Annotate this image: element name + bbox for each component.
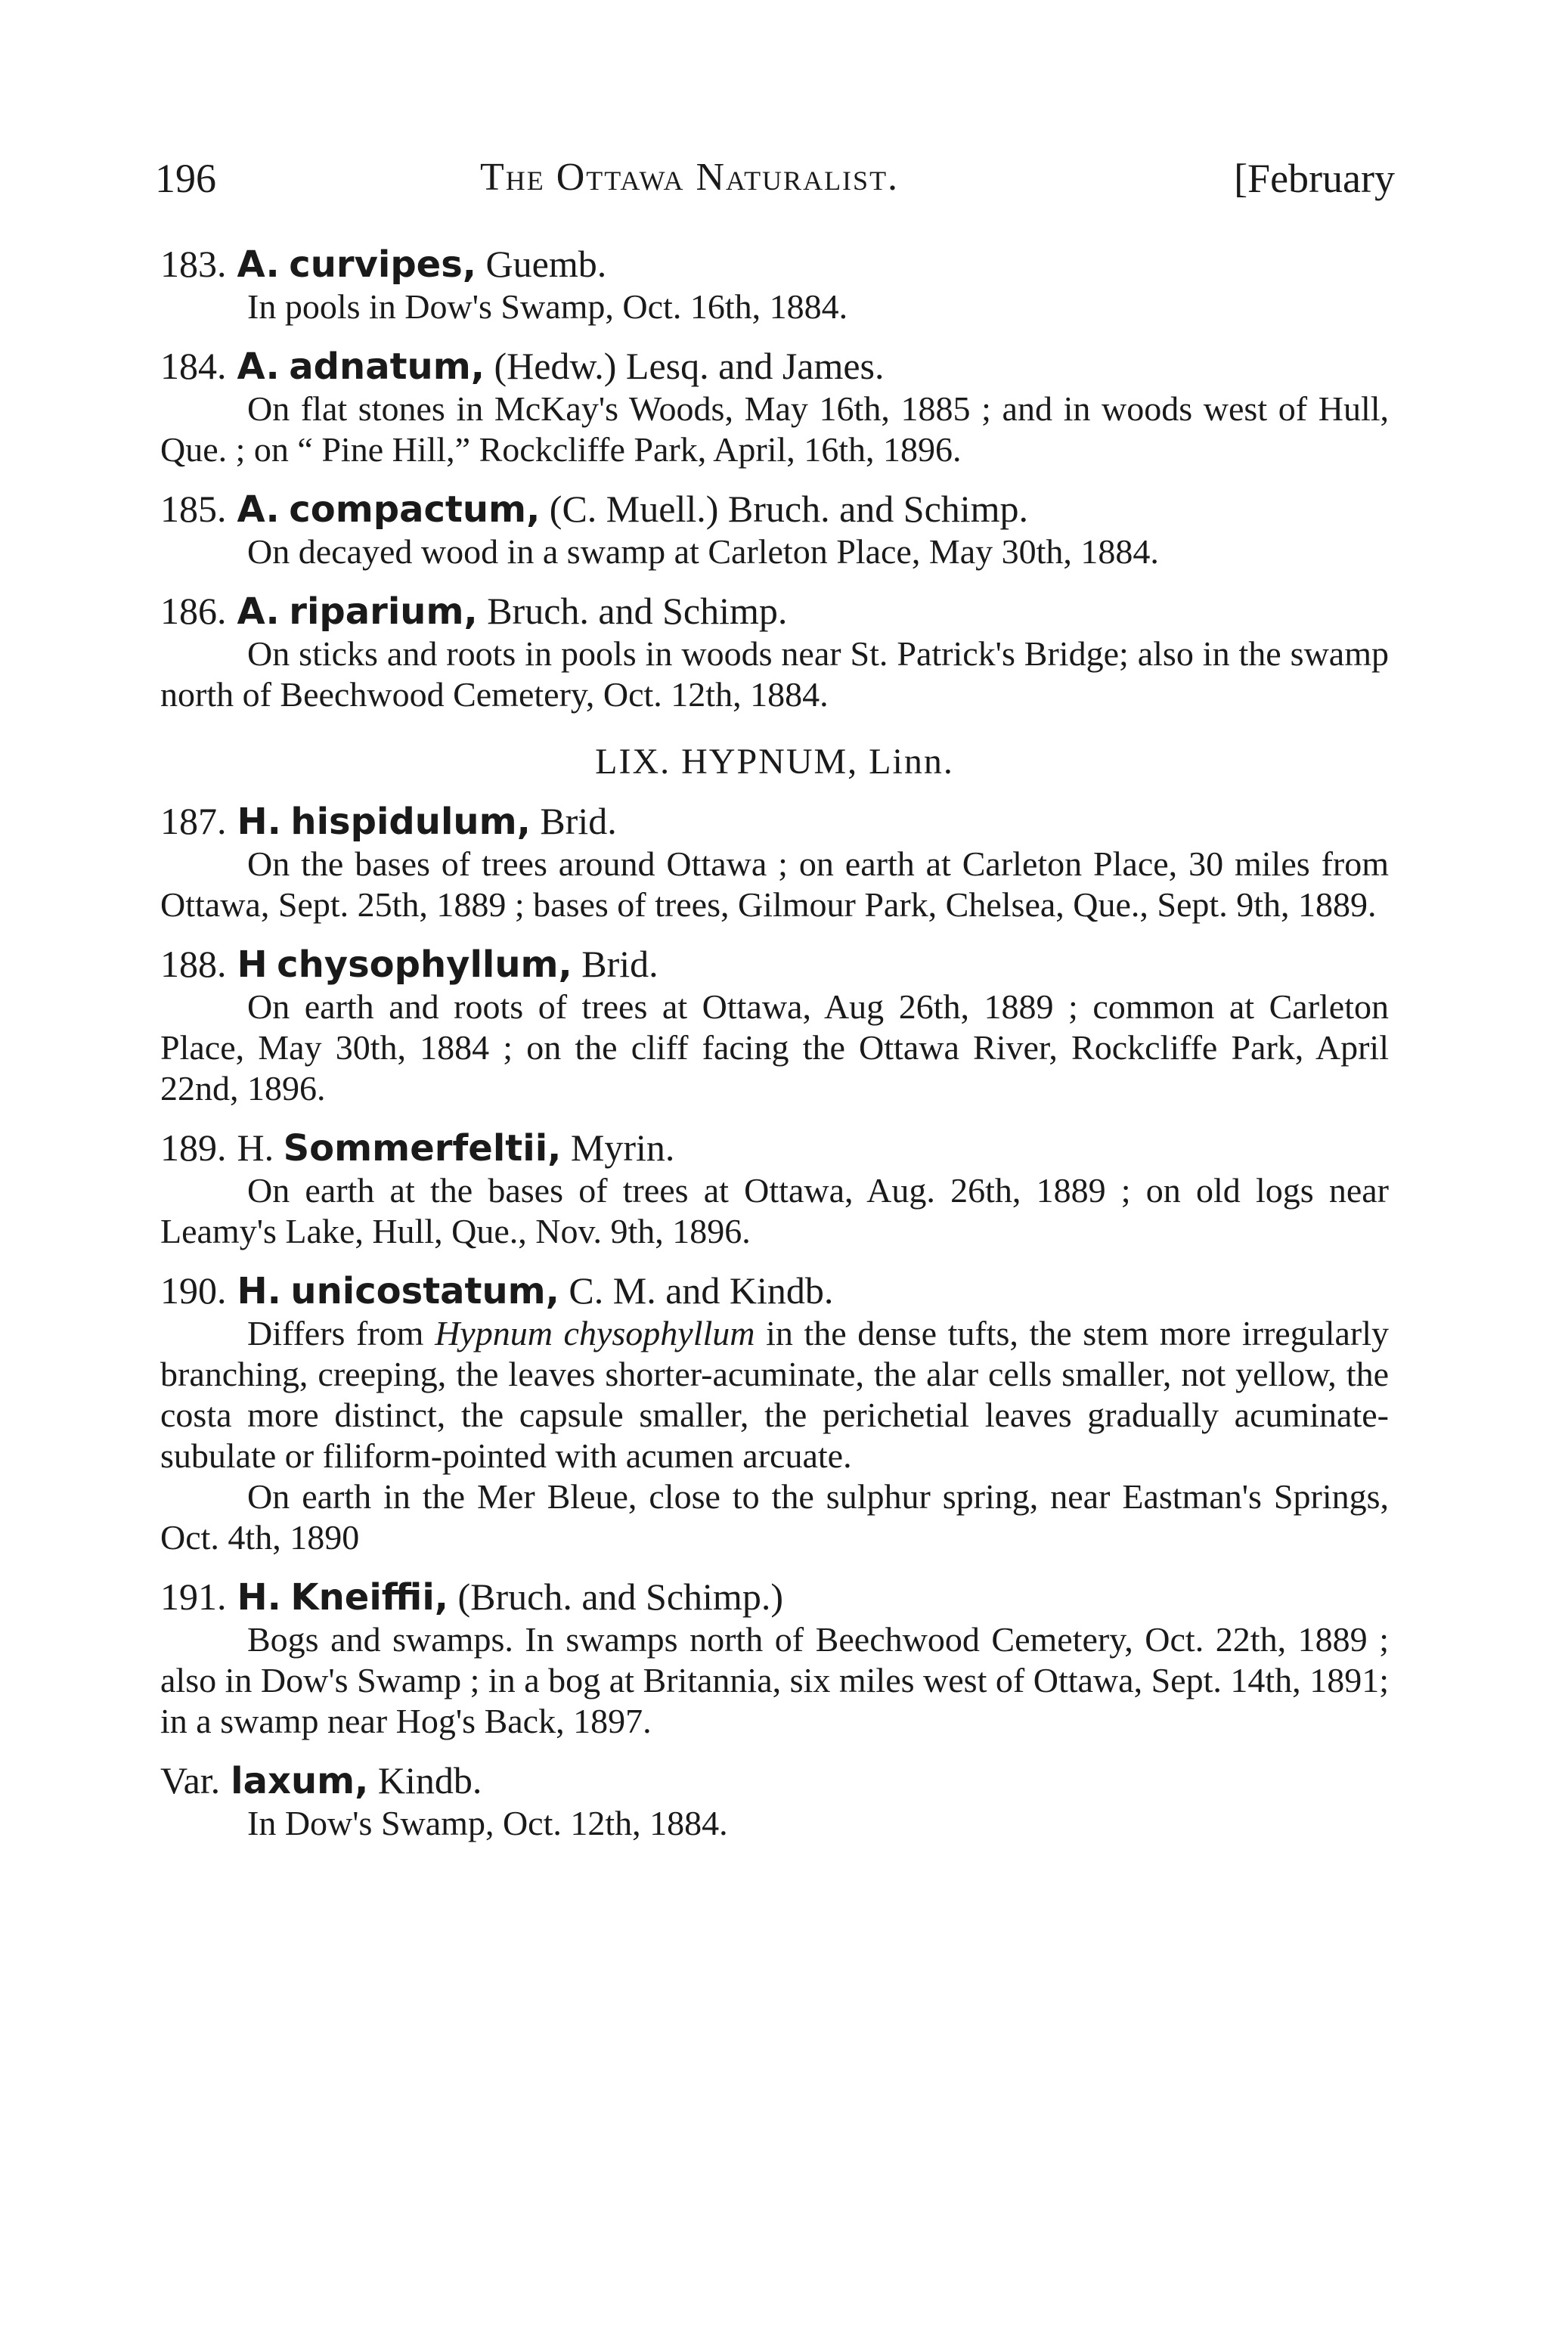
entry-species: laxum,: [231, 1760, 369, 1802]
entry-species: compactum,: [289, 488, 541, 531]
entry-authority: (C. Muell.) Bruch. and Schimp.: [549, 488, 1029, 530]
entry-number: Var.: [160, 1759, 221, 1802]
running-header: [155, 155, 1395, 208]
journal-title: The Ottawa Naturalist.: [480, 156, 900, 199]
entry-authority: (Bruch. and Schimp.): [457, 1575, 783, 1618]
page-number: 196: [155, 156, 216, 201]
entry-text: Bogs and swamps. In swamps north of Beechwood Cemetery, Oct. 22th, 1889 ; also in Dow's Swamp ; in a bog at Britannia, six miles west of Ottawa, Sept. 14th, 1891; in a swamp near Hog's Back, 1897.: [160, 1620, 1389, 1740]
entry-number: 183.: [160, 243, 227, 285]
entry-authority: Bruch. and Schimp.: [487, 590, 788, 632]
entry-genus: A.: [237, 488, 280, 531]
entry-authority: Myrin.: [570, 1126, 675, 1169]
entry-heading: [160, 1126, 1389, 1170]
entry-genus: H.: [237, 801, 281, 843]
entry-heading: [160, 242, 1389, 287]
entry-text: [160, 1313, 1389, 1476]
entry-genus: H.: [237, 1270, 281, 1312]
entry-heading: [160, 487, 1389, 531]
entry-number: 188.: [160, 943, 227, 985]
italic-taxon: Hypnum chysophyllum: [435, 1314, 755, 1352]
entry-species: Kneiffii,: [290, 1576, 448, 1619]
entry-number: 187.: [160, 800, 227, 842]
entry-heading: [160, 1269, 1389, 1313]
entry-number: 191.: [160, 1575, 227, 1618]
issue-month: [February: [1234, 156, 1395, 201]
entry-heading: [160, 589, 1389, 634]
text-run: Differs from: [247, 1314, 435, 1352]
entry-authority: (Hedw.) Lesq. and James.: [494, 345, 885, 387]
entry-text: On earth and roots of trees at Ottawa, Aug 26th, 1889 ; common at Carleton Place, May 30th, 1884 ; on the cliff facing the Ottawa River, Rockcliffe Park, April 22nd, 1896.: [160, 987, 1389, 1108]
entry-species: curvipes,: [289, 243, 477, 286]
entry-genus: H.: [237, 1126, 274, 1169]
entry-text: In pools in Dow's Swamp, Oct. 16th, 1884.: [247, 287, 848, 326]
entry-number: 186.: [160, 590, 227, 632]
entry-species: Sommerfeltii,: [283, 1127, 562, 1170]
entry-number: 185.: [160, 488, 227, 530]
entry-species: adnatum,: [289, 345, 485, 388]
entry-genus: H: [237, 943, 268, 986]
entry-text: On earth in the Mer Bleue, close to the sulphur spring, near Eastman's Springs, Oct. 4th, 1890: [160, 1477, 1389, 1557]
entry-authority: Brid.: [581, 943, 658, 985]
entry-text: On earth at the bases of trees at Ottawa, Aug. 26th, 1889 ; on old logs near Leamy's Lake, Hull, Que., Nov. 9th, 1896.: [160, 1171, 1389, 1250]
entry-heading: [160, 1575, 1389, 1619]
entry-genus: A.: [237, 243, 280, 286]
entry-number: 184.: [160, 345, 227, 387]
entry-authority: Guemb.: [485, 243, 607, 285]
entry-text: In Dow's Swamp, Oct. 12th, 1884.: [247, 1804, 728, 1842]
entry-species: riparium,: [289, 590, 478, 633]
article-body: [160, 242, 1389, 1844]
entry-text: On the bases of trees around Ottawa ; on earth at Carleton Place, 30 miles from Ottawa, Sept. 25th, 1889 ; bases of trees, Gilmour Park, Chelsea, Que., Sept. 9th, 1889.: [160, 844, 1389, 924]
entry-heading: [160, 799, 1389, 844]
entry-species: hispidulum,: [290, 801, 531, 843]
entry-genus: A.: [237, 590, 280, 633]
text-run: in the dense tufts, the stem more irregularly branching, creeping, the leaves shorter-acuminate, the alar cells smaller, not yellow, the costa more distinct, the capsule smaller, the perichetial leaves gradually acuminate-subulate or filiform-pointed with acumen arcuate.: [160, 1314, 1390, 1475]
entry-number: 189.: [160, 1126, 227, 1169]
entry-text: On sticks and roots in pools in woods near St. Patrick's Bridge; also in the swamp north of Beechwood Cemetery, Oct. 12th, 1884.: [160, 634, 1389, 714]
entry-species: unicostatum,: [290, 1270, 559, 1312]
entry-text: On flat stones in McKay's Woods, May 16th, 1885 ; and in woods west of Hull, Que. ; on “ Pine Hill,” Rockcliffe Park, April, 16th, 1896.: [160, 389, 1389, 469]
entry-authority: Brid.: [540, 800, 617, 842]
entry-authority: Kindb.: [377, 1759, 482, 1802]
entry-genus: A.: [237, 345, 280, 388]
entry-text: On decayed wood in a swamp at Carleton Place, May 30th, 1884.: [247, 532, 1159, 571]
entry-genus: H.: [237, 1576, 281, 1619]
entry-heading: [160, 1758, 1389, 1803]
entry-heading: [160, 942, 1389, 987]
entry-heading: [160, 344, 1389, 389]
entry-species: chysophyllum,: [277, 943, 572, 986]
entry-number: 190.: [160, 1269, 227, 1312]
entry-authority: C. M. and Kindb.: [569, 1269, 834, 1312]
section-heading: LIX. HYPNUM, Linn.: [595, 742, 954, 782]
